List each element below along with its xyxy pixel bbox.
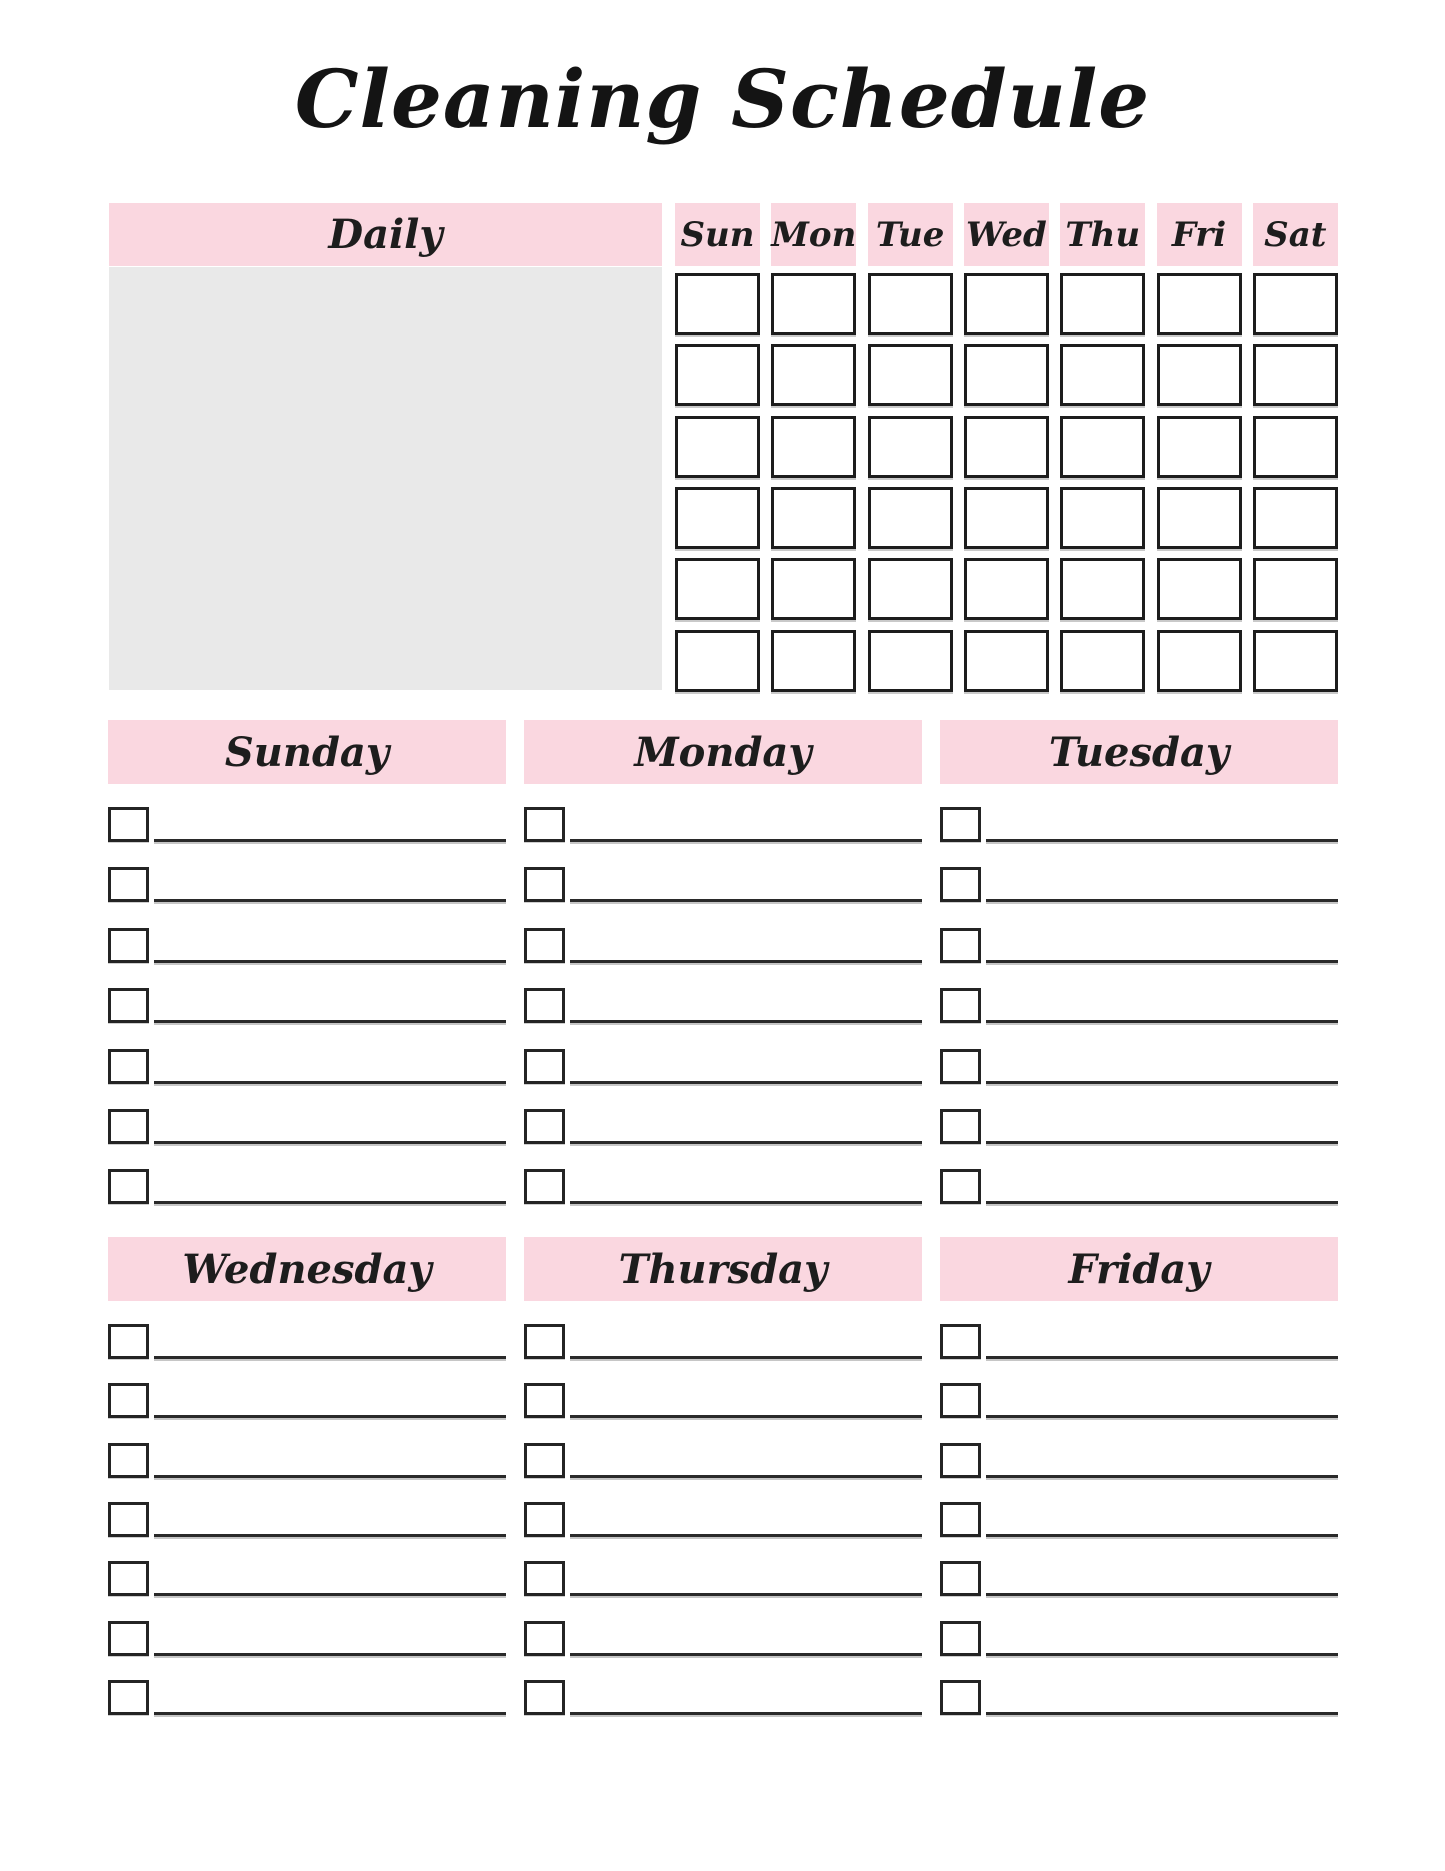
task-row-friday-6 bbox=[940, 1621, 1338, 1659]
task-checkbox-friday-1[interactable] bbox=[940, 1324, 981, 1359]
daily-section-header: Daily bbox=[109, 203, 662, 266]
daily-checkbox-mon-row5[interactable] bbox=[771, 558, 856, 620]
task-row-wednesday-5 bbox=[108, 1561, 506, 1599]
task-checkbox-tuesday-3[interactable] bbox=[940, 928, 981, 963]
task-write-line-monday-6[interactable] bbox=[570, 1141, 922, 1144]
task-checkbox-sunday-6[interactable] bbox=[108, 1109, 149, 1144]
task-row-friday-4 bbox=[940, 1502, 1338, 1540]
daily-checkbox-sat-row5[interactable] bbox=[1253, 558, 1338, 620]
task-checkbox-friday-7[interactable] bbox=[940, 1680, 981, 1715]
daily-checkbox-wed-row1[interactable] bbox=[964, 273, 1049, 335]
task-row-tuesday-6 bbox=[940, 1109, 1338, 1147]
task-checkbox-tuesday-2[interactable] bbox=[940, 867, 981, 902]
task-row-friday-2 bbox=[940, 1383, 1338, 1421]
day-section-header-friday: Friday bbox=[940, 1237, 1338, 1301]
task-write-line-monday-4[interactable] bbox=[570, 1020, 922, 1023]
task-row-monday-5 bbox=[524, 1049, 922, 1087]
daily-checkbox-tue-row5[interactable] bbox=[868, 558, 953, 620]
task-write-line-wednesday-5[interactable] bbox=[154, 1593, 506, 1596]
day-section-header-sunday: Sunday bbox=[108, 720, 506, 784]
daily-checkbox-sun-row5[interactable] bbox=[675, 558, 760, 620]
daily-checkbox-mon-row3[interactable] bbox=[771, 416, 856, 478]
daily-checkbox-wed-row2[interactable] bbox=[964, 344, 1049, 406]
task-write-line-sunday-3[interactable] bbox=[154, 960, 506, 963]
task-checkbox-tuesday-1[interactable] bbox=[940, 807, 981, 842]
page-title: Cleaning Schedule bbox=[294, 52, 1151, 146]
task-checkbox-sunday-1[interactable] bbox=[108, 807, 149, 842]
daily-checkbox-wed-row3[interactable] bbox=[964, 416, 1049, 478]
task-row-thursday-6 bbox=[524, 1621, 922, 1659]
task-checkbox-wednesday-7[interactable] bbox=[108, 1680, 149, 1715]
task-write-line-monday-3[interactable] bbox=[570, 960, 922, 963]
task-checkbox-monday-6[interactable] bbox=[524, 1109, 565, 1144]
daily-notes-area[interactable] bbox=[109, 267, 662, 690]
daily-day-header-thu: Thu bbox=[1060, 203, 1145, 266]
task-row-thursday-2 bbox=[524, 1383, 922, 1421]
daily-checkbox-tue-row3[interactable] bbox=[868, 416, 953, 478]
task-row-monday-1 bbox=[524, 807, 922, 845]
daily-checkbox-fri-row4[interactable] bbox=[1157, 487, 1242, 549]
task-write-line-friday-5[interactable] bbox=[986, 1593, 1338, 1596]
task-checkbox-monday-1[interactable] bbox=[524, 807, 565, 842]
task-row-tuesday-7 bbox=[940, 1169, 1338, 1207]
task-write-line-wednesday-1[interactable] bbox=[154, 1356, 506, 1359]
task-write-line-friday-7[interactable] bbox=[986, 1712, 1338, 1715]
task-row-monday-2 bbox=[524, 867, 922, 905]
task-row-thursday-7 bbox=[524, 1680, 922, 1718]
task-write-line-monday-7[interactable] bbox=[570, 1201, 922, 1204]
daily-checkbox-fri-row3[interactable] bbox=[1157, 416, 1242, 478]
task-row-friday-7 bbox=[940, 1680, 1338, 1718]
task-write-line-tuesday-1[interactable] bbox=[986, 839, 1338, 842]
task-row-monday-3 bbox=[524, 928, 922, 966]
daily-day-header-mon: Mon bbox=[771, 203, 856, 266]
daily-checkbox-mon-row1[interactable] bbox=[771, 273, 856, 335]
task-row-friday-5 bbox=[940, 1561, 1338, 1599]
task-checkbox-thursday-3[interactable] bbox=[524, 1443, 565, 1478]
task-row-thursday-3 bbox=[524, 1443, 922, 1481]
daily-day-header-fri: Fri bbox=[1157, 203, 1242, 266]
daily-day-header-wed: Wed bbox=[964, 203, 1049, 266]
task-checkbox-monday-2[interactable] bbox=[524, 867, 565, 902]
daily-checkbox-sat-row4[interactable] bbox=[1253, 487, 1338, 549]
task-row-wednesday-6 bbox=[108, 1621, 506, 1659]
task-checkbox-wednesday-6[interactable] bbox=[108, 1621, 149, 1656]
task-write-line-thursday-1[interactable] bbox=[570, 1356, 922, 1359]
task-checkbox-tuesday-6[interactable] bbox=[940, 1109, 981, 1144]
daily-checkbox-sun-row4[interactable] bbox=[675, 487, 760, 549]
daily-checkbox-mon-row2[interactable] bbox=[771, 344, 856, 406]
task-checkbox-friday-6[interactable] bbox=[940, 1621, 981, 1656]
task-checkbox-monday-7[interactable] bbox=[524, 1169, 565, 1204]
task-row-tuesday-2 bbox=[940, 867, 1338, 905]
daily-checkbox-thu-row2[interactable] bbox=[1060, 344, 1145, 406]
task-write-line-sunday-6[interactable] bbox=[154, 1141, 506, 1144]
daily-checkbox-wed-row5[interactable] bbox=[964, 558, 1049, 620]
task-write-line-sunday-4[interactable] bbox=[154, 1020, 506, 1023]
daily-checkbox-mon-row4[interactable] bbox=[771, 487, 856, 549]
daily-day-header-tue: Tue bbox=[868, 203, 953, 266]
task-checkbox-sunday-5[interactable] bbox=[108, 1049, 149, 1084]
daily-checkbox-tue-row6[interactable] bbox=[868, 630, 953, 692]
task-write-line-sunday-7[interactable] bbox=[154, 1201, 506, 1204]
daily-checkbox-fri-row2[interactable] bbox=[1157, 344, 1242, 406]
task-row-monday-6 bbox=[524, 1109, 922, 1147]
daily-checkbox-wed-row6[interactable] bbox=[964, 630, 1049, 692]
daily-checkbox-sun-row1[interactable] bbox=[675, 273, 760, 335]
task-row-sunday-7 bbox=[108, 1169, 506, 1207]
task-row-thursday-4 bbox=[524, 1502, 922, 1540]
task-row-sunday-4 bbox=[108, 988, 506, 1026]
task-checkbox-thursday-4[interactable] bbox=[524, 1502, 565, 1537]
task-write-line-tuesday-2[interactable] bbox=[986, 899, 1338, 902]
task-write-line-thursday-7[interactable] bbox=[570, 1712, 922, 1715]
task-checkbox-wednesday-3[interactable] bbox=[108, 1443, 149, 1478]
task-write-line-friday-4[interactable] bbox=[986, 1534, 1338, 1537]
task-write-line-tuesday-6[interactable] bbox=[986, 1141, 1338, 1144]
task-checkbox-sunday-2[interactable] bbox=[108, 867, 149, 902]
task-checkbox-monday-5[interactable] bbox=[524, 1049, 565, 1084]
day-section-header-wednesday: Wednesday bbox=[108, 1237, 506, 1301]
task-write-line-sunday-2[interactable] bbox=[154, 899, 506, 902]
task-checkbox-friday-2[interactable] bbox=[940, 1383, 981, 1418]
task-row-sunday-1 bbox=[108, 807, 506, 845]
task-write-line-monday-5[interactable] bbox=[570, 1081, 922, 1084]
task-checkbox-tuesday-5[interactable] bbox=[940, 1049, 981, 1084]
task-checkbox-friday-5[interactable] bbox=[940, 1561, 981, 1596]
task-write-line-friday-3[interactable] bbox=[986, 1475, 1338, 1478]
task-write-line-tuesday-3[interactable] bbox=[986, 960, 1338, 963]
daily-checkbox-wed-row4[interactable] bbox=[964, 487, 1049, 549]
task-row-wednesday-1 bbox=[108, 1324, 506, 1362]
task-write-line-thursday-6[interactable] bbox=[570, 1653, 922, 1656]
task-checkbox-sunday-4[interactable] bbox=[108, 988, 149, 1023]
task-write-line-wednesday-3[interactable] bbox=[154, 1475, 506, 1478]
daily-checkbox-thu-row6[interactable] bbox=[1060, 630, 1145, 692]
task-checkbox-wednesday-4[interactable] bbox=[108, 1502, 149, 1537]
task-row-monday-7 bbox=[524, 1169, 922, 1207]
task-checkbox-sunday-7[interactable] bbox=[108, 1169, 149, 1204]
task-row-tuesday-3 bbox=[940, 928, 1338, 966]
task-checkbox-friday-4[interactable] bbox=[940, 1502, 981, 1537]
daily-checkbox-tue-row2[interactable] bbox=[868, 344, 953, 406]
task-row-monday-4 bbox=[524, 988, 922, 1026]
task-write-line-wednesday-4[interactable] bbox=[154, 1534, 506, 1537]
task-write-line-monday-1[interactable] bbox=[570, 839, 922, 842]
daily-checkbox-sun-row3[interactable] bbox=[675, 416, 760, 478]
daily-checkbox-sat-row2[interactable] bbox=[1253, 344, 1338, 406]
task-row-friday-1 bbox=[940, 1324, 1338, 1362]
day-section-header-monday: Monday bbox=[524, 720, 922, 784]
task-row-thursday-5 bbox=[524, 1561, 922, 1599]
task-write-line-thursday-5[interactable] bbox=[570, 1593, 922, 1596]
daily-checkbox-sat-row3[interactable] bbox=[1253, 416, 1338, 478]
task-checkbox-monday-3[interactable] bbox=[524, 928, 565, 963]
daily-checkbox-sun-row2[interactable] bbox=[675, 344, 760, 406]
task-write-line-friday-6[interactable] bbox=[986, 1653, 1338, 1656]
task-checkbox-thursday-6[interactable] bbox=[524, 1621, 565, 1656]
daily-checkbox-thu-row4[interactable] bbox=[1060, 487, 1145, 549]
task-checkbox-thursday-5[interactable] bbox=[524, 1561, 565, 1596]
task-row-friday-3 bbox=[940, 1443, 1338, 1481]
task-write-line-sunday-1[interactable] bbox=[154, 839, 506, 842]
task-checkbox-thursday-1[interactable] bbox=[524, 1324, 565, 1359]
daily-checkbox-thu-row1[interactable] bbox=[1060, 273, 1145, 335]
daily-day-header-sun: Sun bbox=[675, 203, 760, 266]
task-row-sunday-3 bbox=[108, 928, 506, 966]
task-row-tuesday-1 bbox=[940, 807, 1338, 845]
task-row-tuesday-4 bbox=[940, 988, 1338, 1026]
task-write-line-thursday-2[interactable] bbox=[570, 1415, 922, 1418]
task-row-sunday-5 bbox=[108, 1049, 506, 1087]
task-checkbox-monday-4[interactable] bbox=[524, 988, 565, 1023]
daily-checkbox-sun-row6[interactable] bbox=[675, 630, 760, 692]
task-checkbox-tuesday-7[interactable] bbox=[940, 1169, 981, 1204]
daily-day-header-sat: Sat bbox=[1253, 203, 1338, 266]
task-write-line-tuesday-7[interactable] bbox=[986, 1201, 1338, 1204]
task-row-sunday-2 bbox=[108, 867, 506, 905]
day-section-header-thursday: Thursday bbox=[524, 1237, 922, 1301]
task-write-line-friday-2[interactable] bbox=[986, 1415, 1338, 1418]
task-checkbox-friday-3[interactable] bbox=[940, 1443, 981, 1478]
task-checkbox-wednesday-5[interactable] bbox=[108, 1561, 149, 1596]
day-section-header-tuesday: Tuesday bbox=[940, 720, 1338, 784]
daily-checkbox-tue-row1[interactable] bbox=[868, 273, 953, 335]
daily-checkbox-fri-row1[interactable] bbox=[1157, 273, 1242, 335]
daily-checkbox-thu-row5[interactable] bbox=[1060, 558, 1145, 620]
task-checkbox-thursday-2[interactable] bbox=[524, 1383, 565, 1418]
task-write-line-sunday-5[interactable] bbox=[154, 1081, 506, 1084]
task-checkbox-sunday-3[interactable] bbox=[108, 928, 149, 963]
task-row-wednesday-7 bbox=[108, 1680, 506, 1718]
task-write-line-wednesday-7[interactable] bbox=[154, 1712, 506, 1715]
task-write-line-tuesday-4[interactable] bbox=[986, 1020, 1338, 1023]
daily-checkbox-fri-row6[interactable] bbox=[1157, 630, 1242, 692]
daily-checkbox-fri-row5[interactable] bbox=[1157, 558, 1242, 620]
task-row-sunday-6 bbox=[108, 1109, 506, 1147]
daily-checkbox-thu-row3[interactable] bbox=[1060, 416, 1145, 478]
task-write-line-monday-2[interactable] bbox=[570, 899, 922, 902]
task-checkbox-thursday-7[interactable] bbox=[524, 1680, 565, 1715]
task-row-wednesday-4 bbox=[108, 1502, 506, 1540]
task-row-wednesday-2 bbox=[108, 1383, 506, 1421]
daily-checkbox-tue-row4[interactable] bbox=[868, 487, 953, 549]
daily-checkbox-mon-row6[interactable] bbox=[771, 630, 856, 692]
task-row-thursday-1 bbox=[524, 1324, 922, 1362]
task-checkbox-wednesday-2[interactable] bbox=[108, 1383, 149, 1418]
daily-checkbox-sat-row1[interactable] bbox=[1253, 273, 1338, 335]
task-write-line-friday-1[interactable] bbox=[986, 1356, 1338, 1359]
task-checkbox-wednesday-1[interactable] bbox=[108, 1324, 149, 1359]
task-write-line-thursday-4[interactable] bbox=[570, 1534, 922, 1537]
task-row-tuesday-5 bbox=[940, 1049, 1338, 1087]
task-write-line-tuesday-5[interactable] bbox=[986, 1081, 1338, 1084]
task-row-wednesday-3 bbox=[108, 1443, 506, 1481]
task-write-line-wednesday-2[interactable] bbox=[154, 1415, 506, 1418]
task-write-line-thursday-3[interactable] bbox=[570, 1475, 922, 1478]
task-checkbox-tuesday-4[interactable] bbox=[940, 988, 981, 1023]
daily-checkbox-sat-row6[interactable] bbox=[1253, 630, 1338, 692]
task-write-line-wednesday-6[interactable] bbox=[154, 1653, 506, 1656]
